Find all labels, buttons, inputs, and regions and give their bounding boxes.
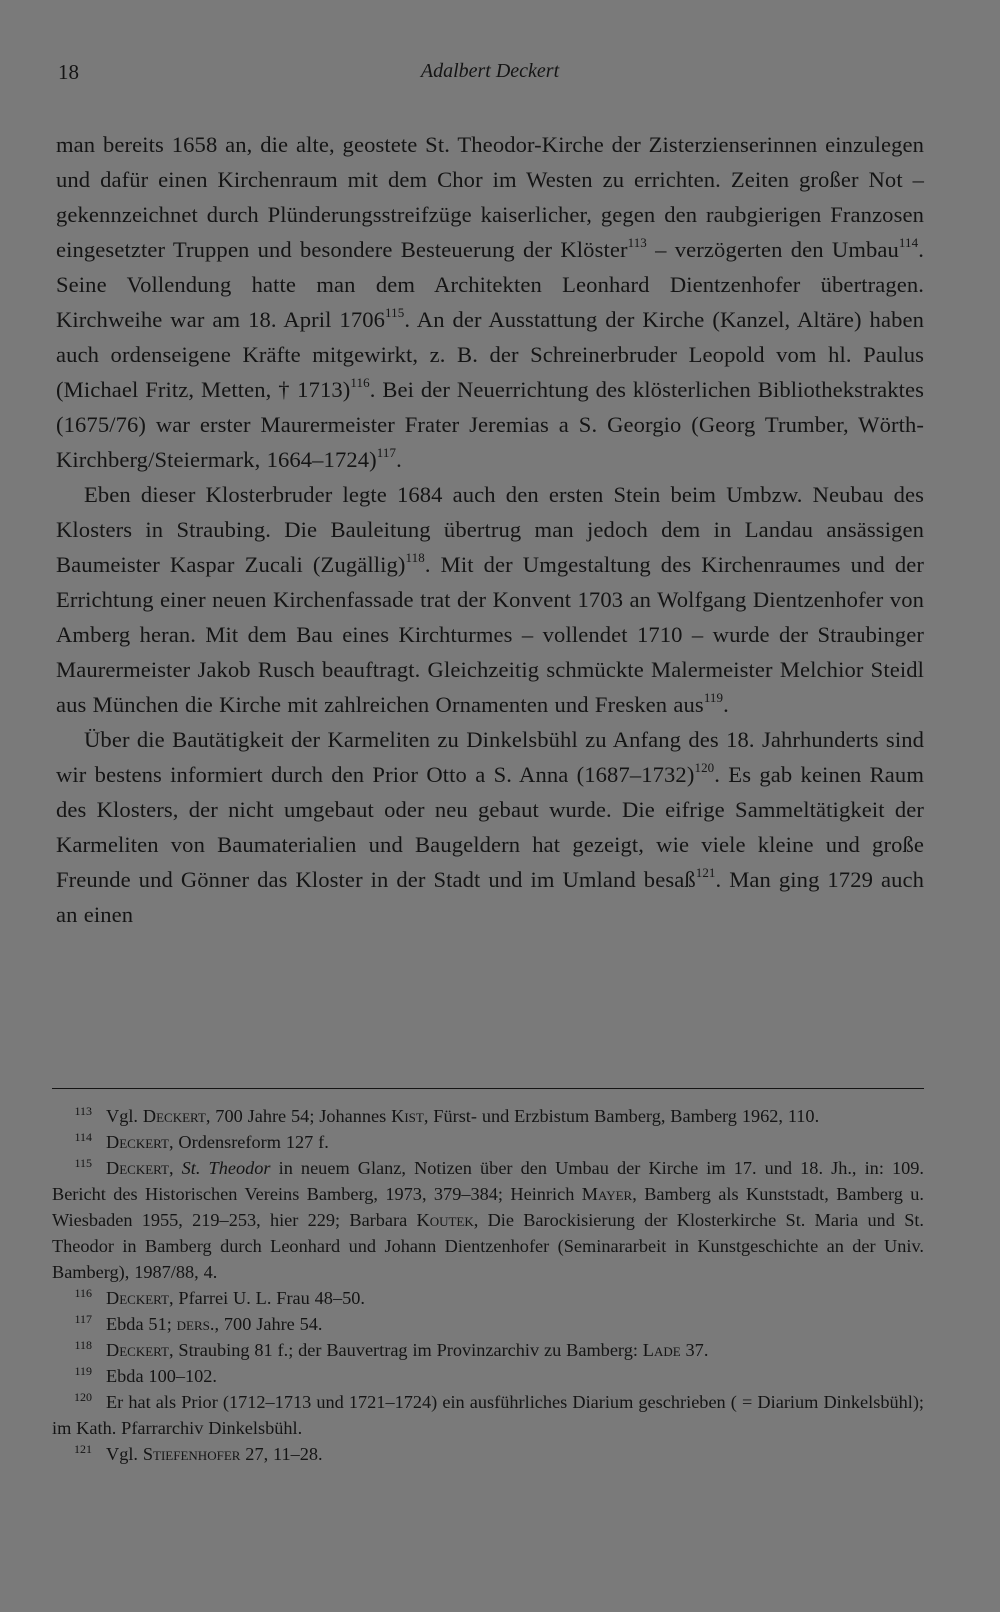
footnote-number: 116	[74, 1286, 92, 1300]
text-run: , Ordensreform 127 f.	[168, 1132, 329, 1152]
text-run: , Die Barockisierung der Klosterkirche St. Maria und St. Theodor in Bamberg durch Leonhard und Johann Dientzenhofer (Seminararbeit in Kunstgeschichte an der Univ. Bamberg), 1987/88, 4.	[52, 1210, 925, 1282]
text-run: . Es gab keinen Raum des Klosters, der nicht umgebaut oder neu gebaut wurde. Die eifrige Sammeltätigkeit der Karmeliten von Baumaterialien und Baugeldern hat gezeigt, wie viele kleine und große Freunde und Gönner das Kloster in der Stadt und im Umland besaß	[56, 762, 924, 892]
text-run: , Fürst- und Erzbistum Bamberg, Bamberg 1962, 110.	[423, 1106, 820, 1126]
footnote-ref: 119	[703, 690, 724, 705]
author-name: Deckert	[106, 1288, 169, 1308]
author-name: Koutek	[416, 1210, 474, 1230]
text-run: ,	[168, 1158, 182, 1178]
footnote-number: 114	[74, 1130, 92, 1144]
footnote-ref: 113	[627, 235, 647, 250]
footnote-113	[52, 1103, 924, 1129]
text-run: , Pfarrei U. L. Frau 48–50.	[168, 1288, 365, 1308]
footnote-divider	[52, 1088, 924, 1089]
paragraph-3	[56, 722, 924, 932]
author-name: Deckert	[106, 1132, 169, 1152]
text-run: man bereits 1658 an, die alte, geostete St. Theodor-Kirche der Zisterzienserinnen einzulegen und dafür einen Kirchenraum mit dem Chor im Westen zu errichten. Zeiten großer Not – gekennzeichnet durch Plünderungsstreifzüge kaiserlicher, gegen den raubgierigen Franzosen eingesetzter Truppen und besondere Besteuerung der Klöster	[56, 132, 924, 262]
footnote-ref: 120	[694, 760, 715, 775]
author-name: Stiefenhofer	[142, 1444, 241, 1464]
footnote-ref: 118	[405, 550, 425, 565]
text-run: – verzögerten den Umbau	[646, 237, 899, 262]
text-run: Über die Bautätigkeit der Karmeliten zu Dinkelsbühl zu Anfang des 18. Jahrhunderts sind wir bestens informiert durch den Prior Otto a S. Anna (1687–1732)	[56, 727, 924, 787]
running-head: Adalbert Deckert	[420, 60, 560, 82]
author-name: Mayer	[581, 1184, 633, 1204]
footnote-number: 119	[74, 1364, 92, 1378]
footnote-number: 113	[74, 1104, 92, 1118]
footnote-117	[52, 1311, 924, 1337]
text-run: . Seine Vollendung hatte man dem Architekten Leonhard Dientzenhofer übertragen. Kirchweihe war am 18. April 1706	[56, 237, 924, 332]
footnote-118	[52, 1337, 924, 1363]
footnote-number: 120	[74, 1390, 92, 1404]
footnote-ref: 121	[695, 865, 716, 880]
author-name: Deckert	[106, 1158, 169, 1178]
footnote-ref: 114	[898, 235, 919, 250]
footnote-number: 118	[74, 1338, 92, 1352]
title-italic: St. Theodor	[181, 1158, 271, 1178]
text-run: Vgl.	[106, 1444, 143, 1464]
text-run: Er hat als Prior (1712–1713 und 1721–1724) ein ausführliches Diarium geschrieben ( = Diarium Dinkelsbühl); im Kath. Pfarrarchiv Dinkelsbühl.	[52, 1392, 924, 1438]
text-run: . Bei der Neuerrichtung des klösterlichen Bibliothekstraktes (1675/76) war erster Maurermeister Frater Jeremias a S. Georgio (Georg Trumber, Wörth-Kirchberg/Steiermark, 1664–1724)	[56, 377, 924, 472]
text-run: . Mit der Umgestaltung des Kirchenraumes und der Errichtung einer neuen Kirchenfassade trat der Konvent 1703 an Wolfgang Dientzenhofer von Amberg heran. Mit dem Bau eines Kirchturmes – vollendet 1710 – wurde der Straubinger Maurermeister Jakob Rusch beauftragt. Gleichzeitig schmückte Malermeister Melchior Steidl aus München die Kirche mit zahlreichen Ornamenten und Fresken aus	[56, 552, 924, 717]
author-name: Kist	[391, 1106, 424, 1126]
text-run: , Bamberg als Kunststadt, Bamberg u. Wiesbaden 1955, 219–253, hier 229; Barbara	[52, 1184, 924, 1230]
text-run: , Straubing 81 f.; der Bauvertrag im Provinzarchiv zu Bamberg:	[168, 1340, 643, 1360]
author-name: ders	[176, 1314, 210, 1334]
text-run: 37.	[680, 1340, 709, 1360]
footnote-ref: 115	[385, 305, 405, 320]
author-name: Deckert	[106, 1340, 169, 1360]
text-run: .	[396, 447, 402, 472]
archive-name: Lade	[642, 1340, 681, 1360]
text-run: . An der Ausstattung der Kirche (Kanzel, Altäre) haben auch ordenseigene Kräfte mitgewirkt, z. B. der Schreinerbruder Leopold vom hl. Paulus (Michael Fritz, Metten, † 1713)	[56, 307, 925, 402]
paragraph-1	[56, 127, 924, 477]
text-run: ., 700 Jahre 54.	[209, 1314, 323, 1334]
text-run: 27, 11–28.	[240, 1444, 323, 1464]
footnote-ref: 117	[376, 445, 397, 460]
text-run: . Man ging 1729 auch an einen	[56, 867, 924, 927]
footnote-number: 117	[74, 1312, 92, 1326]
footnote-number: 115	[74, 1156, 92, 1170]
text-run: Eben dieser Klosterbruder legte 1684 auch den ersten Stein beim Umbzw. Neubau des Klosters in Straubing. Die Bauleitung übertrug man jedoch dem in Landau ansässigen Baumeister Kaspar Zucali (Zugällig)	[56, 482, 924, 577]
footnotes	[52, 1103, 924, 1467]
text-run: .	[723, 692, 729, 717]
footnote-114	[52, 1129, 924, 1155]
text-run: Ebda 51;	[106, 1314, 177, 1334]
author-name: Deckert	[142, 1106, 206, 1126]
page-header	[56, 60, 924, 90]
paragraph-2	[56, 477, 924, 722]
footnote-number: 121	[74, 1442, 92, 1456]
text-run: Ebda 100–102.	[106, 1366, 217, 1386]
text-run: , 700 Jahre 54; Johannes	[205, 1106, 392, 1126]
footnote-119	[52, 1363, 924, 1389]
footnote-121	[52, 1441, 924, 1467]
footnote-115	[52, 1155, 924, 1285]
footnote-ref: 116	[350, 375, 370, 390]
main-text	[56, 127, 924, 932]
footnote-120	[52, 1389, 924, 1441]
footnote-116	[52, 1285, 924, 1311]
text-run: in neuem Glanz, Notizen über den Umbau der Kirche im 17. und 18. Jh., in: 109. Bericht des Historischen Vereins Bamberg, 1973, 379–384; Heinrich	[52, 1158, 924, 1204]
text-run: Vgl.	[106, 1106, 143, 1126]
page-number: 18	[58, 60, 79, 84]
